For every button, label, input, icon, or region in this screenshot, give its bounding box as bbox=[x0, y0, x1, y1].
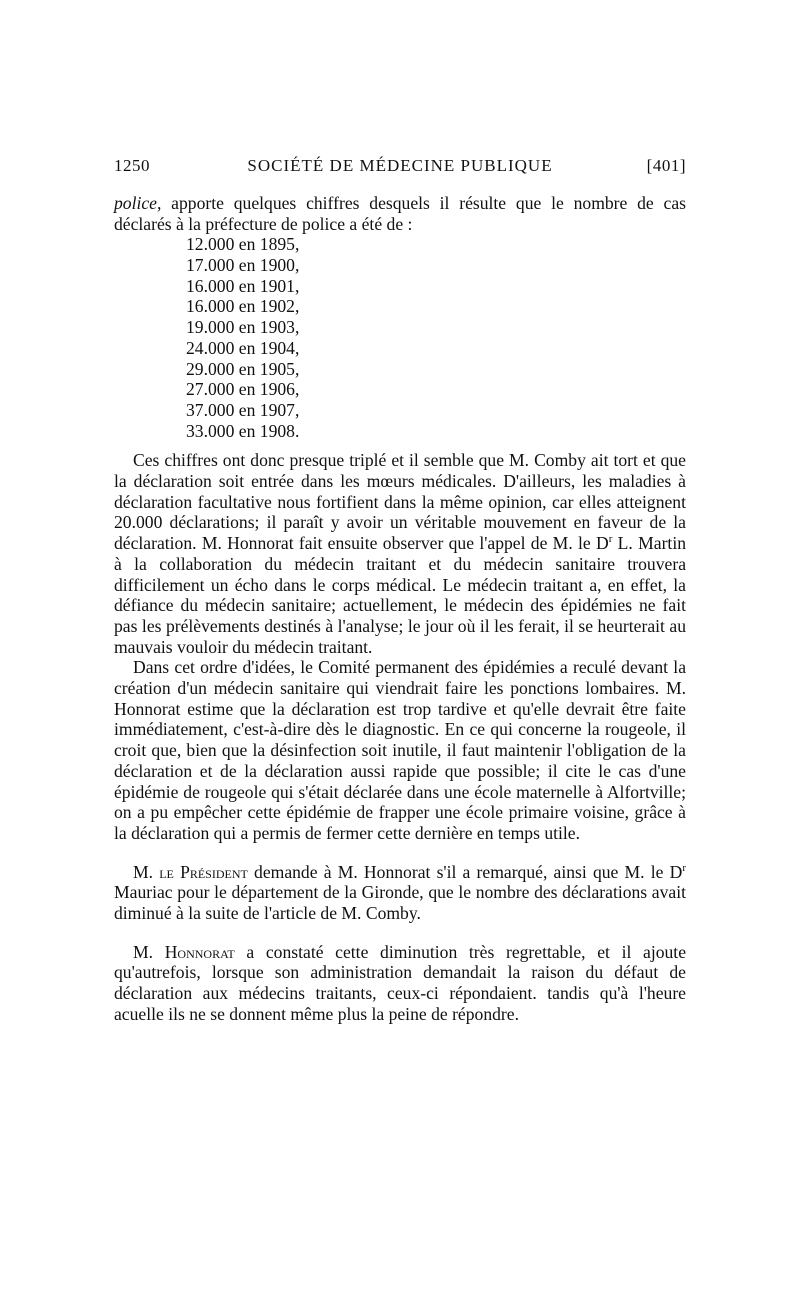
paragraph-3-superscript: r bbox=[682, 861, 687, 874]
paragraph-1-text-a: Ces chiffres ont donc presque triplé et il semble que M. Comby ait tort et que la déclaration soit entrée dans les mœurs médicales. D'ailleurs, les maladies à déclaration facultative nous fortifient dans la même opinion, car elles atteignent 20.000 déclarations; il paraît y avoir un véritable mouvement en faveur de la déclaration. M. Honnorat fait ensuite observer que l'appel de M. le D bbox=[114, 450, 686, 554]
statistics-item: 17.000 en 1900, bbox=[186, 255, 300, 276]
statistics-item: 16.000 en 1901, bbox=[186, 275, 300, 296]
paragraph-1-text-b: L. Martin à la collaboration du médecin traitant et du médecin sanitaire trouvera difficilement un écho dans le corps médical. Le médecin traitant a, en effet, la défiance du médecin sanitaire; actuellement, le médecin des épidémies ne fait pas les prélèvements destinés à l'analyse; le jour où il les ferait, il se heurterait au mauvais vouloir du médecin traitant. bbox=[114, 533, 687, 657]
paragraph-3-text-b: Mauriac pour le département de la Gironde, que le nombre des déclarations avait diminué à la suite de l'article de M. Comby. bbox=[114, 882, 686, 924]
running-title: SOCIÉTÉ DE MÉDECINE PUBLIQUE bbox=[247, 156, 553, 175]
paragraph-1-superscript: r bbox=[608, 533, 613, 546]
page-number: 1250 bbox=[114, 156, 150, 175]
statistics-list bbox=[186, 234, 686, 441]
statistics-item: 37.000 en 1907, bbox=[186, 399, 300, 420]
paragraph-2: Dans cet ordre d'idées, le Comité permanent des épidémies a reculé devant la création d'un médecin sanitaire qui viendrait faire les ponctions lombaires. M. Honnorat estime que la déclaration est trop tardive et qu'elle devrait être faite immédiatement, c'est-à-dire dès le diagnostic. En ce qui concerne la rougeole, il croit que, bien que la désinfection soit inutile, il faut maintenir l'obligation de la déclaration et de la déclaration aussi rapide que possible; il cite le cas d'une épidémie de rougeole qui s'était déclarée dans une école maternelle à Alfortville; on a pu empêcher cette épidémie de frapper une école primaire voisine, grâce à la déclaration qui a permis de fermer cette dernière en temps utile. bbox=[114, 657, 686, 843]
paragraph-3 bbox=[114, 862, 686, 924]
page-reference: [401] bbox=[646, 156, 686, 175]
statistics-item: 27.000 en 1906, bbox=[186, 379, 300, 400]
statistics-item: 16.000 en 1902, bbox=[186, 296, 300, 317]
statistics-item: 24.000 en 1904, bbox=[186, 337, 300, 358]
intro-italic-word: police, bbox=[114, 193, 162, 213]
intro-paragraph bbox=[114, 193, 686, 234]
speaker-president: M. le Président bbox=[133, 861, 248, 882]
speaker-honnorat: M. Honnorat bbox=[133, 941, 235, 962]
statistics-item: 29.000 en 1905, bbox=[186, 358, 300, 379]
paragraph-4 bbox=[114, 942, 686, 1025]
page-header bbox=[114, 156, 686, 178]
intro-text: apporte quelques chiffres desquels il résulte que le nombre de cas déclarés à la préfecture de police a été de : bbox=[114, 193, 686, 234]
paragraph-3-text-a: demande à M. Honnorat s'il a remarqué, ainsi que M. le D bbox=[247, 861, 683, 882]
paragraph-1 bbox=[114, 450, 686, 657]
statistics-item: 19.000 en 1903, bbox=[186, 317, 300, 338]
statistics-item: 12.000 en 1895, bbox=[186, 234, 300, 255]
statistics-item: 33.000 en 1908. bbox=[186, 420, 300, 441]
paragraph-4-text: a constaté cette diminution très regrettable, et il ajoute qu'autrefois, lorsque son administration demandait la raison du défaut de déclaration aux médecins traitants, ceux-ci répondaient. tandis qu'à l'heure acuelle ils ne se donnent même plus la peine de répondre. bbox=[114, 941, 687, 1024]
page-body bbox=[114, 193, 686, 1025]
